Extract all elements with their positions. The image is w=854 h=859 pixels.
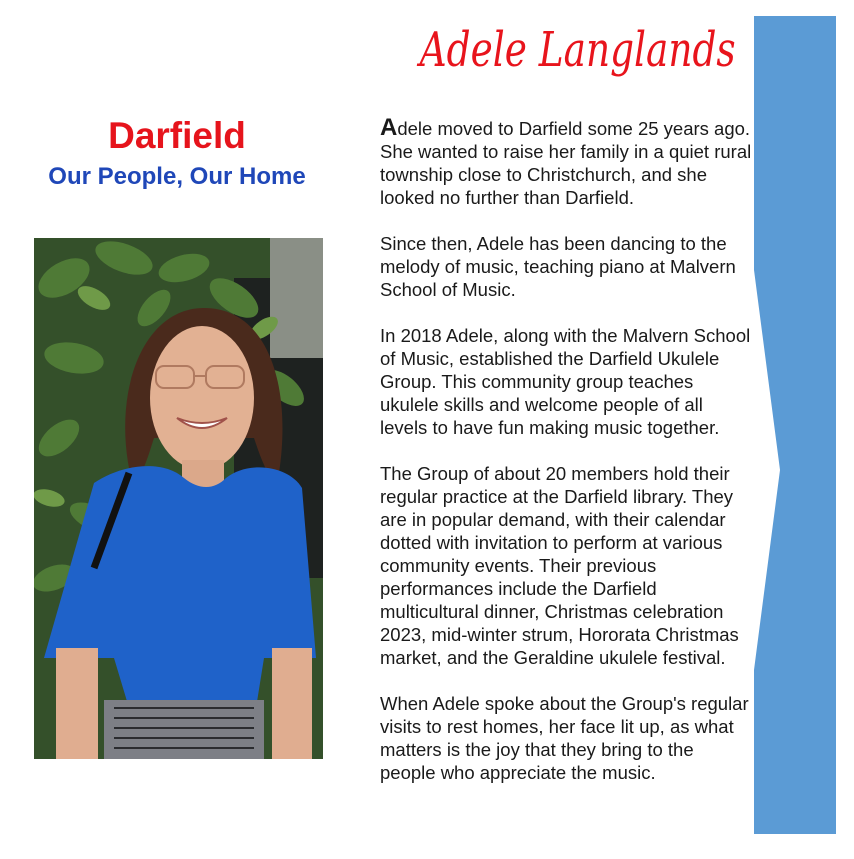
photo-wall (270, 238, 323, 358)
paragraph-performances: The Group of about 20 members hold their regular practice at the Darfield library. They are in popular demand, with their calendar dotted with invitation to perform at various community events. Their previous performances include the Darfield multicultural dinner, Christmas celebration 2023, mid-winter strum, Hororata Christmas market, and the Geraldine ukulele festival. (380, 463, 739, 668)
ribbon-arrow-shape (754, 16, 836, 834)
drop-cap: A (380, 114, 398, 141)
paragraph-piano: Since then, Adele has been dancing to the melody of music, teaching piano at Malvern School of Music. (380, 233, 736, 300)
photo-face (150, 326, 254, 470)
ribbon-polygon (754, 16, 836, 834)
section-subtitle: Our People, Our Home (48, 163, 306, 190)
section-title: Darfield (108, 115, 246, 156)
article-body (380, 116, 752, 807)
portrait-photo-icon (34, 238, 323, 759)
photo-right-arm (272, 648, 312, 759)
photo-left-arm (56, 648, 98, 759)
paragraph-rest-homes: When Adele spoke about the Group's regular visits to rest homes, her face lit up, as what matters is the joy that they bring to the people who appreciate the music. (380, 693, 749, 783)
paragraph-intro-text: dele moved to Darfield some 25 years ago. She wanted to raise her family in a quiet rural township close to Christchurch, and she looked no further than Darfield. (380, 118, 752, 208)
page-title: Adele Langlands (419, 22, 736, 78)
paragraph-ukulele-group: In 2018 Adele, along with the Malvern School of Music, established the Darfield Ukulele Group. This community group teaches ukulele skills and welcome people of all levels to have fun making music together. (380, 325, 751, 438)
side-ribbon (754, 16, 836, 834)
paragraph-intro (380, 116, 752, 209)
portrait-photo (34, 238, 323, 759)
